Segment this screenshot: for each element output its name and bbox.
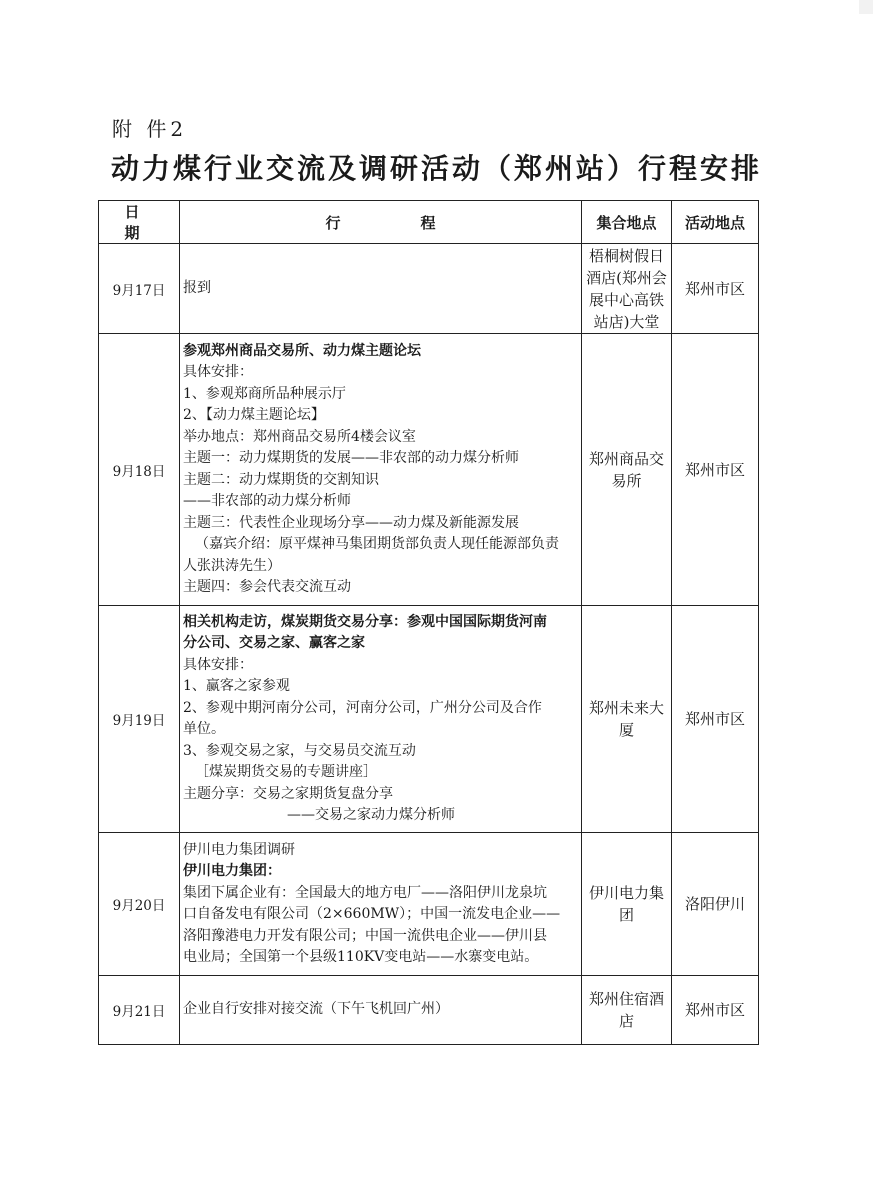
itinerary-line: 2、参观中期河南分公司，河南分公司，广州分公司及合作 <box>183 699 542 716</box>
row-activity-place: 郑州市区 <box>672 244 759 334</box>
row-date: 9月19日 <box>99 606 180 833</box>
row-activity-place: 郑州市区 <box>672 334 759 606</box>
header-meeting-place: 集合地点 <box>582 201 672 244</box>
row-itinerary <box>180 606 582 833</box>
row-activity-place: 洛阳伊川 <box>672 833 759 976</box>
row-activity-place: 郑州市区 <box>672 606 759 833</box>
attachment-label: 附 件2 <box>112 117 188 141</box>
itinerary-line: 人张洪涛先生） <box>183 557 281 574</box>
row-date: 9月17日 <box>99 244 180 334</box>
itinerary-line: 集团下属企业有：全国最大的地方电厂——洛阳伊川龙泉坑 <box>183 884 547 901</box>
row-itinerary <box>180 833 582 976</box>
table-row <box>99 606 759 833</box>
itinerary-line: 具体安排： <box>183 364 253 380</box>
header-itinerary <box>180 201 582 244</box>
header-activity-place: 活动地点 <box>672 201 759 244</box>
row-itinerary <box>180 334 582 606</box>
itinerary-line: 主题四：参会代表交流互动 <box>183 579 351 595</box>
row-meeting-place: 郑州商品交易所 <box>582 334 672 606</box>
table-row <box>99 833 759 976</box>
itinerary-line: 3、参观交易之家，与交易员交流互动 <box>183 742 416 759</box>
itinerary-line: 1、赢客之家参观 <box>183 678 290 694</box>
itinerary-line: 具体安排： <box>183 656 253 673</box>
itinerary-line: 参观郑州商品交易所、动力煤主题论坛 <box>183 342 421 359</box>
header-itinerary-part2: 程 <box>420 213 436 232</box>
itinerary-line: 主题分享：交易之家期货复盘分享 <box>183 785 393 802</box>
row-date: 9月21日 <box>99 976 180 1045</box>
itinerary-line: 主题一：动力煤期货的发展——非农部的动力煤分析师 <box>183 450 519 466</box>
itinerary-line: 洛阳豫港电力开发有限公司；中国一流供电企业——伊川县 <box>183 927 547 944</box>
row-itinerary <box>180 976 582 1045</box>
itinerary-line: 相关机构走访，煤炭期货交易分享：参观中国国际期货河南 <box>183 613 547 630</box>
itinerary-line: 1、参观郑商所品种展示厅 <box>183 385 346 402</box>
itinerary-line: 单位。 <box>183 721 225 737</box>
row-date: 9月18日 <box>99 334 180 606</box>
itinerary-line: 伊川电力集团调研 <box>183 841 295 858</box>
itinerary-line: 主题三：代表性企业现场分享——动力煤及新能源发展 <box>183 514 519 531</box>
itinerary-line: ——交易之家动力煤分析师 <box>287 807 455 823</box>
table-header-row <box>99 201 759 244</box>
itinerary-line: 2、【动力煤主题论坛】 <box>183 407 325 423</box>
row-meeting-place: 梧桐树假日酒店(郑州会展中心高铁站店)大堂 <box>582 244 672 334</box>
itinerary-line: ——非农部的动力煤分析师 <box>183 493 351 509</box>
header-itinerary-part1: 行 <box>325 213 341 232</box>
itinerary-line: 口自备发电有限公司（2×660MW）；中国一流发电企业—— <box>183 906 561 922</box>
itinerary-line: 分公司、交易之家、赢客之家 <box>183 635 365 651</box>
itinerary-line: 报到 <box>183 279 211 296</box>
page-title: 动力煤行业交流及调研活动（郑州站）行程安排 <box>110 152 762 185</box>
itinerary-line: 举办地点：郑州商品交易所4楼会议室 <box>183 428 416 445</box>
row-meeting-place: 郑州住宿酒店 <box>582 976 672 1045</box>
row-activity-place: 郑州市区 <box>672 976 759 1045</box>
row-meeting-place: 伊川电力集团 <box>582 833 672 976</box>
itinerary-line: ［煤炭期货交易的专题讲座］ <box>195 764 377 780</box>
itinerary-line: 伊川电力集团： <box>183 863 281 879</box>
table-row <box>99 244 759 334</box>
itinerary-line: 企业自行安排对接交流（下午飞机回广州） <box>183 1001 449 1018</box>
row-meeting-place: 郑州未来大厦 <box>582 606 672 833</box>
row-date: 9月20日 <box>99 833 180 976</box>
table-row <box>99 334 759 606</box>
itinerary-line: 主题二：动力煤期货的交割知识 <box>183 471 379 488</box>
itinerary-line: （嘉宾介绍：原平煤神马集团期货部负责人现任能源部负责 <box>195 536 559 552</box>
header-date: 日 期 <box>99 201 180 244</box>
scan-corner-mark <box>859 0 873 14</box>
schedule-table <box>98 200 759 1045</box>
table-row <box>99 976 759 1045</box>
row-itinerary <box>180 244 582 334</box>
itinerary-line: 电业局；全国第一个县级110KV变电站——水寨变电站。 <box>183 949 539 965</box>
